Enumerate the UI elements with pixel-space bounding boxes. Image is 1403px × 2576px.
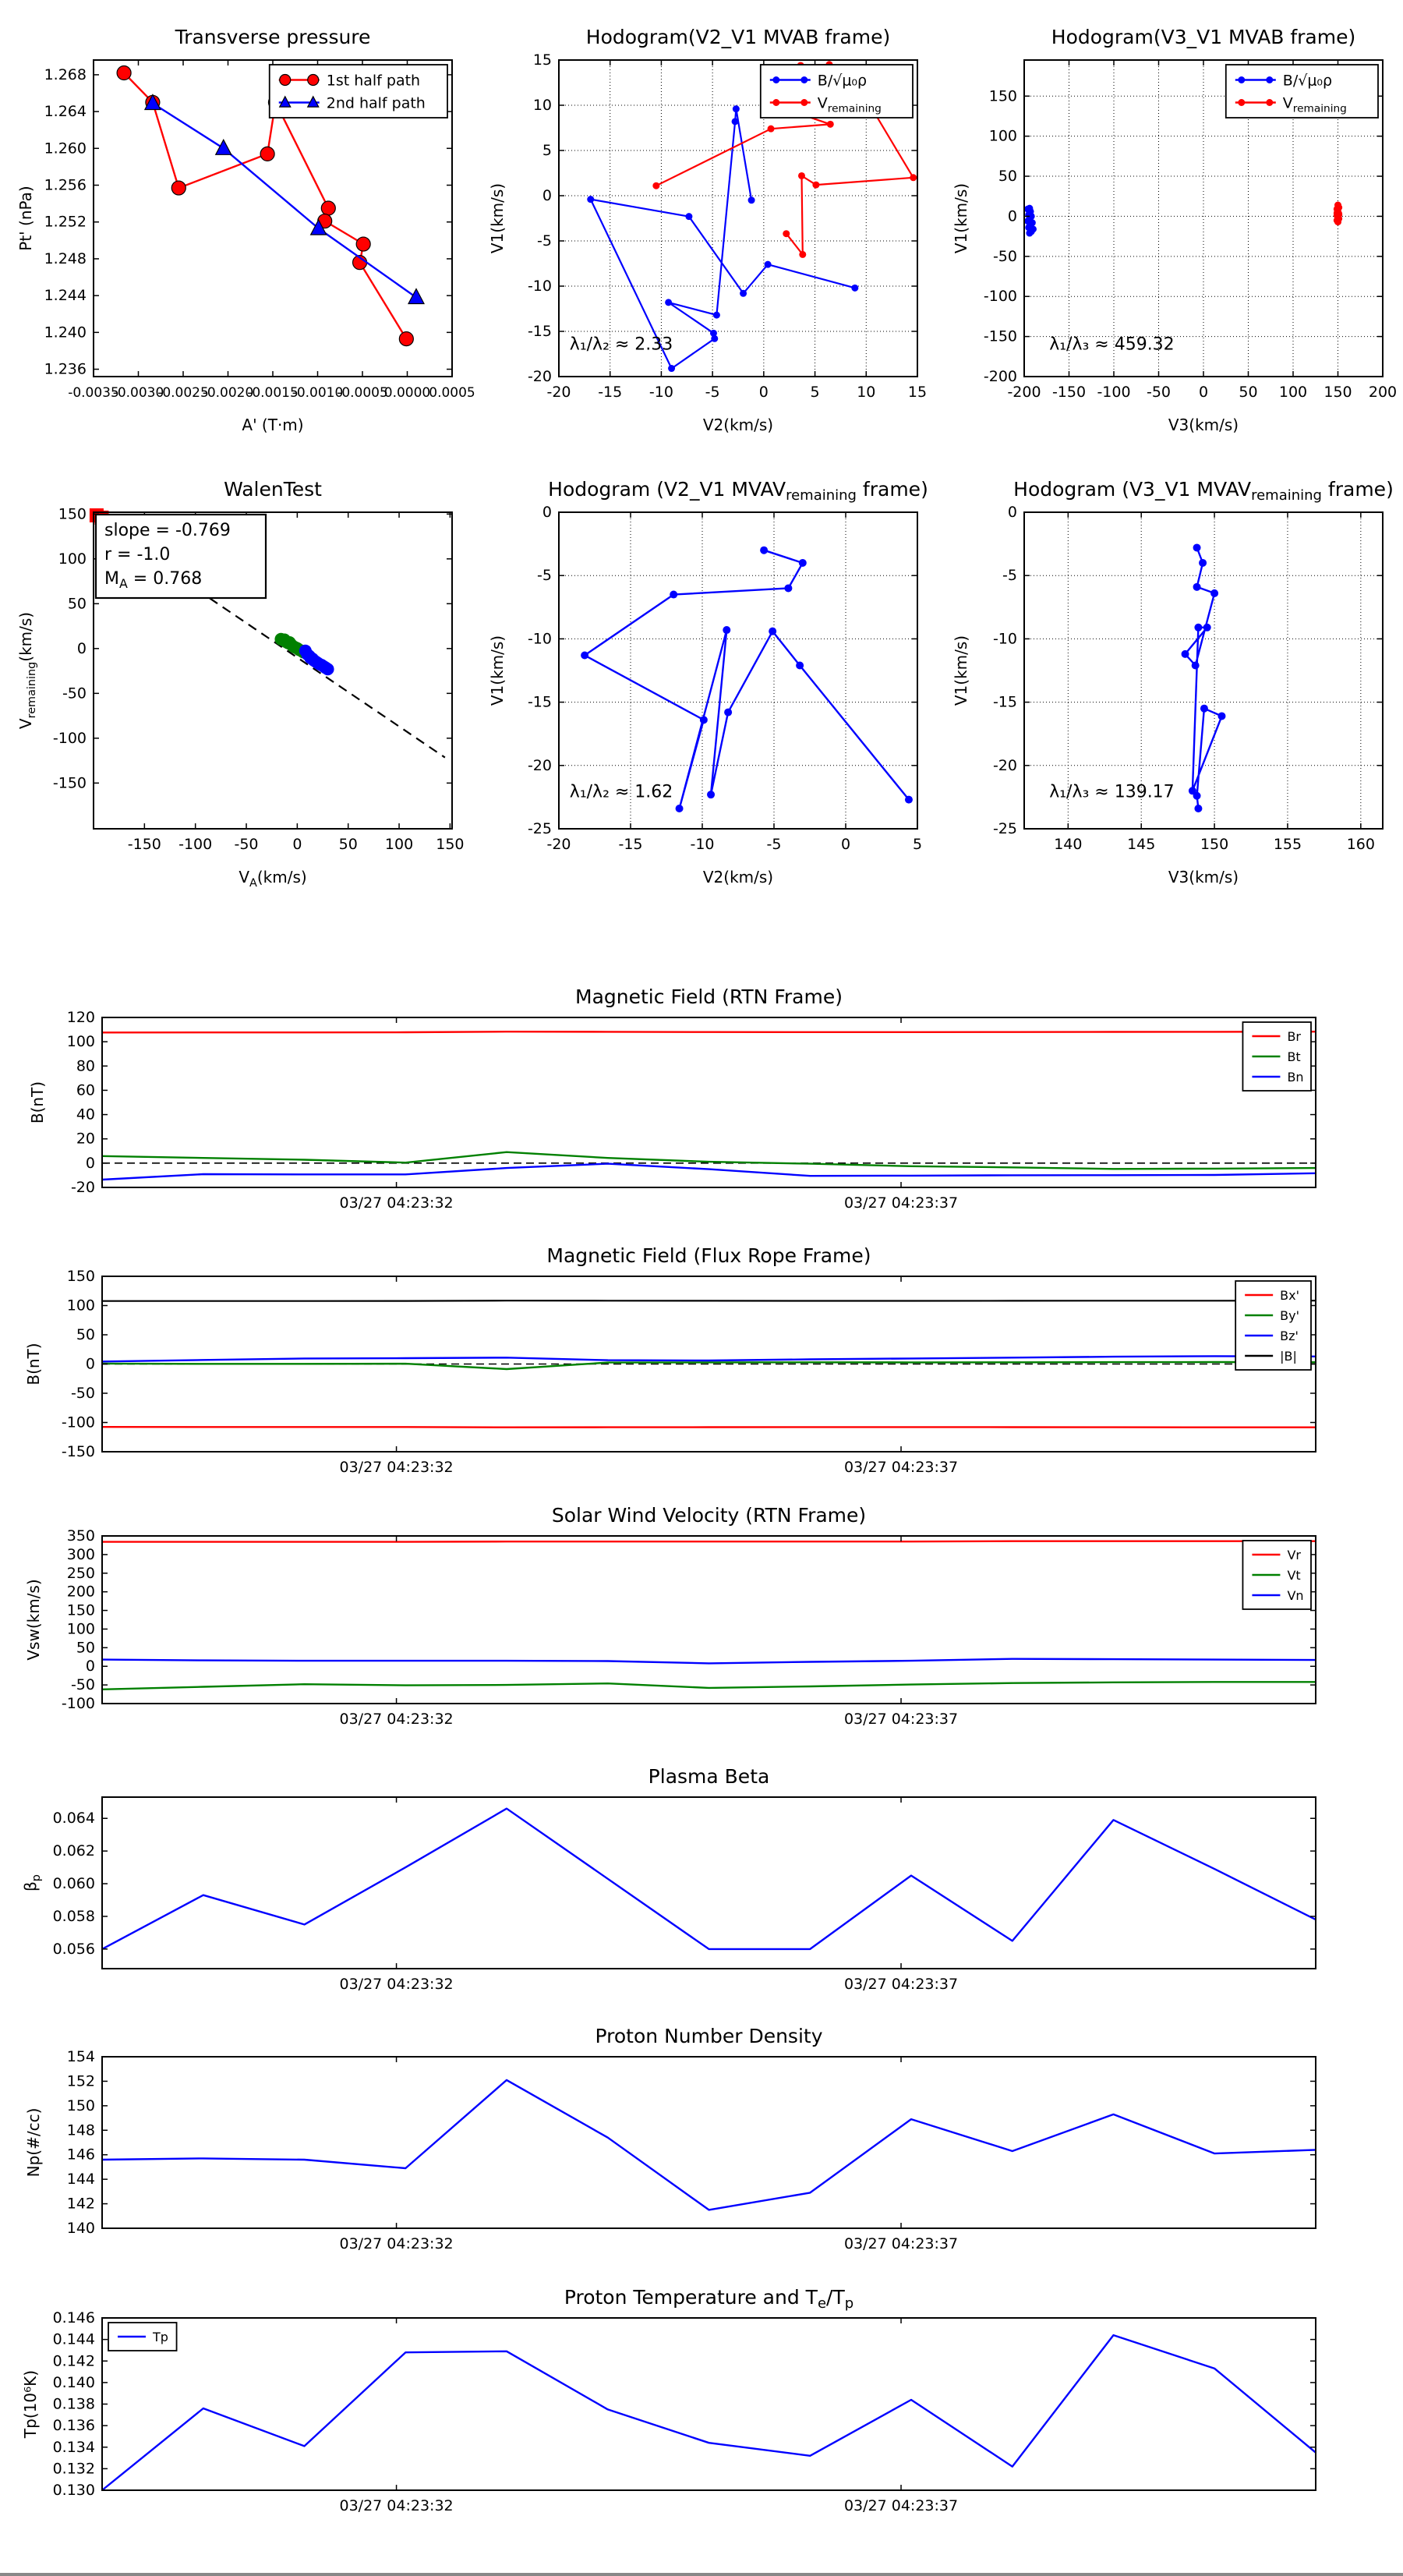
x-tick-label: -200 [1007,384,1041,401]
y-tick-label: 0.130 [52,2482,95,2499]
y-tick-label: 100 [66,1297,95,1315]
marker-circle [399,332,413,346]
legend [761,65,913,118]
x-tick-label: 100 [384,836,414,853]
y-axis-label: V1(km/s) [488,182,507,254]
y-tick-label: -15 [527,323,552,340]
marker-dot [1194,624,1202,632]
marker-dot [768,126,775,133]
marker-dot [700,716,708,724]
x-tick-label: -5 [705,384,720,401]
chart-title: Hodogram (V2_V1 $MVAV_{remaining}$ frame) [548,478,928,504]
x-tick-label: 0.0005 [429,385,475,401]
marker-dot [1238,99,1245,106]
y-tick-label: 250 [66,1564,95,1582]
chart-title: Transverse pressure [175,26,371,48]
y-tick-label: -100 [61,1695,95,1712]
annotation: λ₁/λ₃ ≈ 459.32 [1049,334,1175,355]
y-tick-label: 60 [76,1081,95,1099]
chart-title: Plasma Beta [648,1765,770,1788]
y-axis-label: Vsw(km/s) [24,1579,43,1661]
x-tick-label: -0.0005 [337,385,388,401]
marker-dot [713,312,720,319]
y-tick-label: 1.256 [44,176,87,194]
x-tick-label: 5 [810,384,820,401]
legend-label: Bt [1287,1049,1301,1064]
x-tick-label: 03/27 04:23:32 [339,1976,454,1993]
marker-dot [851,285,858,292]
y-tick-label: 150 [66,2097,95,2114]
y-tick-label: 100 [988,127,1017,145]
marker-circle [308,75,319,86]
legend-label: Bz' [1280,1328,1299,1343]
chart-walen-test [16,478,465,890]
y-tick-label: 0.144 [52,2330,95,2348]
x-tick-label: -50 [1146,384,1172,401]
x-tick-label: 03/27 04:23:37 [843,1194,959,1212]
chart-title: Hodogram(V2_V1 MVAB frame) [585,26,891,48]
info-line: slope = -0.769 [104,521,231,540]
x-tick-label: -0.0025 [157,385,209,401]
y-tick-label: -50 [70,1676,95,1694]
legend-label: $V_{remaining}$ [1282,94,1347,115]
marker-dot [812,182,819,189]
x-tick-label: -5 [766,836,782,853]
y-tick-label: -10 [527,630,552,648]
x-tick-label: 0 [1198,384,1209,401]
marker-circle [280,75,291,86]
y-tick-label: 1.264 [44,103,87,121]
chart-title: Proton Number Density [595,2025,823,2047]
y-tick-label: -15 [527,693,552,711]
y-tick-label: 154 [66,2048,95,2065]
y-axis-label: Tp(10⁶K) [21,2369,40,2439]
chart-transverse-pressure [16,26,475,434]
x-tick-label: 03/27 04:23:32 [339,1459,454,1476]
series--b- [102,1300,1316,1301]
marker-dot [769,628,776,635]
x-tick-label: 03/27 04:23:37 [843,2497,959,2514]
series-v-remaining [1334,202,1342,226]
y-tick-label: 0.138 [52,2395,95,2413]
marker-dot [783,230,790,237]
x-tick-label: -15 [598,384,623,401]
legend [1235,1281,1311,1370]
chart-plasma-beta [21,1765,1316,1993]
legend-label: Bx' [1280,1287,1300,1303]
y-tick-label: 50 [67,595,87,613]
series-bx- [102,1427,1316,1428]
y-tick-label: 20 [76,1130,95,1148]
marker-dot [1193,792,1201,800]
marker-dot [668,365,675,372]
x-axis-label: V3(km/s) [1168,416,1239,434]
y-tick-label: 0.136 [52,2417,95,2435]
x-tick-label: 0 [840,836,851,853]
marker-dot [800,99,808,106]
x-tick-label: -150 [127,836,161,853]
chart-mag-rtn [28,985,1316,1212]
y-tick-label: -20 [70,1179,95,1196]
y-tick-label: 0 [542,187,552,204]
x-axis-label: $V_A(km/s)$ [239,868,307,890]
x-axis-label: V3(km/s) [1168,868,1239,886]
info-line: $M_A = 0.768$ [104,569,203,591]
plot-bg [102,2057,1316,2228]
x-axis-label: A' (T·m) [242,416,304,434]
series-br [102,1031,1316,1032]
y-tick-label: 0.132 [52,2460,95,2478]
y-tick-label: 0.056 [52,1940,95,1958]
x-tick-label: 03/27 04:23:37 [843,1459,959,1476]
marker-dot [1199,559,1207,567]
y-tick-label: 350 [66,1527,95,1545]
marker-dot [799,559,807,567]
x-tick-label: 150 [1323,384,1352,401]
x-tick-label: 5 [912,836,923,853]
y-tick-label: 152 [66,2072,95,2090]
chart-hodogram-v2v1-mvab [488,26,927,434]
y-tick-label: 200 [66,1583,95,1601]
marker-dot [732,118,739,125]
y-tick-label: -10 [527,278,552,295]
y-tick-label: 0 [542,504,552,521]
x-tick-label: -0.0015 [247,385,299,401]
x-tick-label: -20 [546,836,571,853]
y-axis-label: Pt' (nPa) [16,186,35,251]
x-tick-label: 100 [1278,384,1308,401]
marker-dot [1217,712,1225,720]
x-tick-label: -50 [234,836,259,853]
y-tick-label: 80 [76,1057,95,1075]
y-tick-label: -20 [527,756,552,774]
legend [1242,1541,1311,1609]
marker-dot [1334,213,1341,220]
y-tick-label: 5 [542,142,552,159]
x-tick-label: 03/27 04:23:32 [339,1711,454,1728]
plot-bg [102,2318,1316,2490]
y-tick-label: -150 [61,1443,95,1460]
x-axis-label: V2(km/s) [702,416,774,434]
x-tick-label: -100 [1097,384,1131,401]
marker-dot [670,591,677,599]
y-tick-label: -100 [52,729,87,747]
marker-dot [1026,230,1033,237]
y-tick-label: 50 [76,1326,95,1343]
y-tick-label: 0.064 [52,1810,95,1828]
y-tick-label: 150 [66,1268,95,1285]
series-line [102,1427,1316,1428]
x-tick-label: 50 [1239,384,1258,401]
y-axis-label: V1(km/s) [952,182,970,254]
chart-title: Hodogram(V3_V1 MVAB frame) [1051,26,1356,48]
x-tick-label: 03/27 04:23:37 [843,1711,959,1728]
x-tick-label: 150 [1200,836,1229,853]
y-axis-label: V1(km/s) [488,635,507,706]
x-tick-label: 145 [1127,836,1156,853]
chart-title: Magnetic Field (Flux Rope Frame) [546,1244,871,1267]
marker-dot [760,547,768,554]
x-tick-label: 15 [907,384,928,401]
marker-dot [1192,662,1200,670]
y-tick-label: 0.134 [52,2438,95,2456]
legend [1242,1022,1311,1091]
y-axis-label: B(nT) [24,1343,43,1385]
x-tick-label: 140 [1054,836,1083,853]
y-tick-label: 50 [998,168,1017,186]
y-tick-label: 0 [85,1355,95,1373]
marker-circle [117,66,131,80]
x-tick-label: 03/27 04:23:37 [843,2235,959,2252]
y-axis-label: V1(km/s) [952,635,970,706]
y-tick-label: 1.236 [44,360,87,378]
x-tick-label: -10 [690,836,715,853]
y-tick-label: 146 [66,2146,95,2164]
y-tick-label: -150 [983,327,1017,345]
chart-title: WalenTest [224,478,322,501]
y-tick-label: 1.268 [44,65,87,83]
legend-label: Vr [1287,1547,1301,1562]
x-tick-label: 10 [857,384,876,401]
marker-dot [827,121,834,128]
y-tick-label: -50 [992,247,1017,265]
marker-dot [1266,99,1273,106]
y-tick-label: -20 [992,756,1017,774]
x-tick-label: -150 [1051,384,1087,401]
x-tick-label: 0 [758,384,769,401]
marker-dot [711,335,718,342]
x-tick-label: -0.0020 [202,385,254,401]
y-tick-label: 100 [58,550,87,568]
x-tick-label: 03/27 04:23:32 [339,2235,454,2252]
marker-dot [772,76,779,83]
x-tick-label: -0.0035 [68,385,119,401]
marker-dot [733,105,740,112]
marker-dot [1266,76,1273,83]
marker-dot [799,251,806,258]
x-tick-label: 03/27 04:23:37 [843,1976,959,1993]
marker-dot [1193,583,1201,591]
x-tick-label: 160 [1346,836,1375,853]
legend-label: B/√μ₀ρ [817,72,868,90]
marker-dot [910,174,917,181]
y-tick-label: 142 [66,2195,95,2213]
chart-vsw-rtn [24,1504,1316,1728]
marker-dot [800,76,808,83]
plot-bg [102,1797,1316,1969]
legend-label: Vt [1287,1567,1301,1583]
marker-dot [772,99,779,106]
x-tick-label: 0.0000 [383,385,431,401]
y-tick-label: 150 [66,1601,95,1619]
legend [270,65,447,118]
x-axis-label: V2(km/s) [702,868,774,886]
y-tick-label: 100 [66,1033,95,1051]
legend-label: B/√μ₀ρ [1282,72,1333,90]
series-line [102,1541,1316,1542]
legend-label: Tp [153,2329,168,2344]
marker-dot [905,796,913,804]
chart-proton-density [24,2025,1316,2252]
legend [1226,65,1378,118]
y-tick-label: 0 [76,639,87,657]
annotation: λ₁/λ₃ ≈ 139.17 [1049,782,1175,802]
legend-label: 1st half path [326,72,421,90]
y-tick-label: 40 [76,1106,95,1123]
y-tick-label: -100 [61,1414,95,1431]
y-tick-label: -50 [70,1385,95,1402]
marker-dot [707,791,715,798]
y-tick-label: 0.146 [52,2309,95,2327]
legend-label: Vn [1287,1587,1304,1603]
marker-dot [1238,76,1245,83]
y-tick-label: -50 [62,685,87,702]
y-tick-label: 100 [66,1620,95,1638]
y-tick-label: 0 [1007,504,1017,521]
x-tick-label: 150 [436,836,465,853]
x-tick-label: 155 [1273,836,1302,853]
marker-dot [798,172,805,179]
legend-label: By' [1280,1307,1300,1323]
marker-dot [724,709,732,717]
x-tick-label: -100 [178,836,213,853]
y-tick-label: 0.062 [52,1842,95,1860]
y-tick-label: 1.248 [44,249,87,267]
marker-dot [581,652,588,660]
marker-dot [748,196,755,203]
marker-circle [321,201,335,215]
y-tick-label: 1.240 [44,324,87,341]
y-tick-label: 140 [66,2220,95,2237]
y-tick-label: 120 [66,1009,95,1026]
x-tick-label: 03/27 04:23:32 [339,1194,454,1212]
chart-title: Magnetic Field (RTN Frame) [575,985,843,1008]
y-tick-label: -200 [983,368,1017,385]
y-tick-label: 1.252 [44,213,87,231]
y-tick-label: 0.058 [52,1907,95,1925]
legend-label: |B| [1280,1348,1297,1364]
y-tick-label: 50 [76,1639,95,1657]
chart-hodogram-v2v1-mvav [488,478,928,886]
marker-dot [765,261,772,268]
marker-circle [260,147,274,161]
y-tick-label: 144 [66,2171,95,2189]
legend [108,2323,177,2351]
marker-dot [1203,624,1211,632]
y-tick-label: 148 [66,2121,95,2139]
marker-dot [1200,705,1208,713]
y-axis-label: Np(#/cc) [24,2107,43,2178]
info-line: r = -1.0 [104,545,171,564]
x-tick-label: 200 [1368,384,1398,401]
y-axis-label: B(nT) [28,1081,47,1124]
marker-dot [676,805,684,812]
series-line [102,1300,1316,1301]
marker-dot [1193,543,1201,551]
marker-dot [1194,805,1202,812]
legend-label: Bn [1287,1069,1304,1085]
plot-bg [102,1536,1316,1704]
y-tick-label: -5 [537,567,552,585]
y-tick-label: -25 [992,820,1017,837]
y-tick-label: 0.142 [52,2352,95,2370]
legend-label: Br [1287,1028,1302,1044]
y-tick-label: 1.260 [44,140,87,157]
info-box [96,515,266,598]
annotation: λ₁/λ₂ ≈ 2.33 [569,334,673,355]
chart-hodogram-v3v1-mvab [952,26,1397,434]
y-tick-label: 0 [85,1658,95,1675]
marker-dot [665,299,672,306]
y-tick-label: -25 [527,820,552,837]
y-tick-label: 0.060 [52,1875,95,1893]
y-tick-label: -100 [983,288,1017,306]
x-tick-label: 50 [338,836,358,853]
x-tick-label: 0 [292,836,302,853]
y-tick-label: 15 [532,51,552,69]
marker-dot [1182,650,1189,658]
marker-circle [171,181,186,195]
legend-label: 2nd half path [326,94,426,112]
y-tick-label: -15 [992,693,1017,711]
marker-circle [356,237,370,251]
y-tick-label: 10 [532,97,552,114]
y-tick-label: -150 [52,774,87,792]
y-tick-label: 1.244 [44,287,87,305]
x-tick-label: -0.0010 [292,385,344,401]
chart-title: Proton Temperature and $T_e/T_p$ [564,2286,854,2312]
marker-dot [685,213,692,220]
marker-dot [796,662,804,670]
chart-proton-temp [21,2286,1316,2514]
x-tick-label: 03/27 04:23:32 [339,2497,454,2514]
chart-hodogram-v3v1-mvav [952,478,1394,886]
y-tick-label: -5 [537,232,552,249]
legend-label: $V_{remaining}$ [817,94,882,115]
marker-dot [587,196,594,203]
chart-title: Hodogram (V3_V1 $MVAV_{remaining}$ frame) [1013,478,1394,504]
series-vr [102,1541,1316,1542]
marker-dot [784,584,792,592]
y-tick-label: 150 [58,505,87,523]
marker-dot [723,626,730,634]
series-line [102,1031,1316,1032]
y-tick-label: -10 [992,630,1017,648]
marker-dot [740,290,747,297]
x-tick-label: -20 [546,384,571,401]
marker-dot [652,182,659,189]
y-tick-label: 150 [988,87,1017,105]
y-tick-label: 0 [1007,207,1017,225]
y-tick-label: 0 [85,1154,95,1172]
chart-title: Solar Wind Velocity (RTN Frame) [551,1504,867,1527]
y-axis-label: $\beta_p$ [21,1874,43,1891]
y-tick-label: 300 [66,1545,95,1563]
y-axis-label: $V_{remaining}(km/s)$ [16,611,38,730]
y-tick-label: 0.140 [52,2373,95,2391]
annotation: λ₁/λ₂ ≈ 1.62 [569,782,673,802]
x-tick-label: -15 [618,836,643,853]
chart-mag-fluxrope [24,1244,1316,1476]
marker-dot [1210,589,1218,597]
y-tick-label: -5 [1002,567,1017,585]
marker-dot [322,663,334,675]
x-tick-label: -10 [648,384,673,401]
y-tick-label: -20 [527,368,552,385]
x-tick-label: -0.0030 [112,385,164,401]
